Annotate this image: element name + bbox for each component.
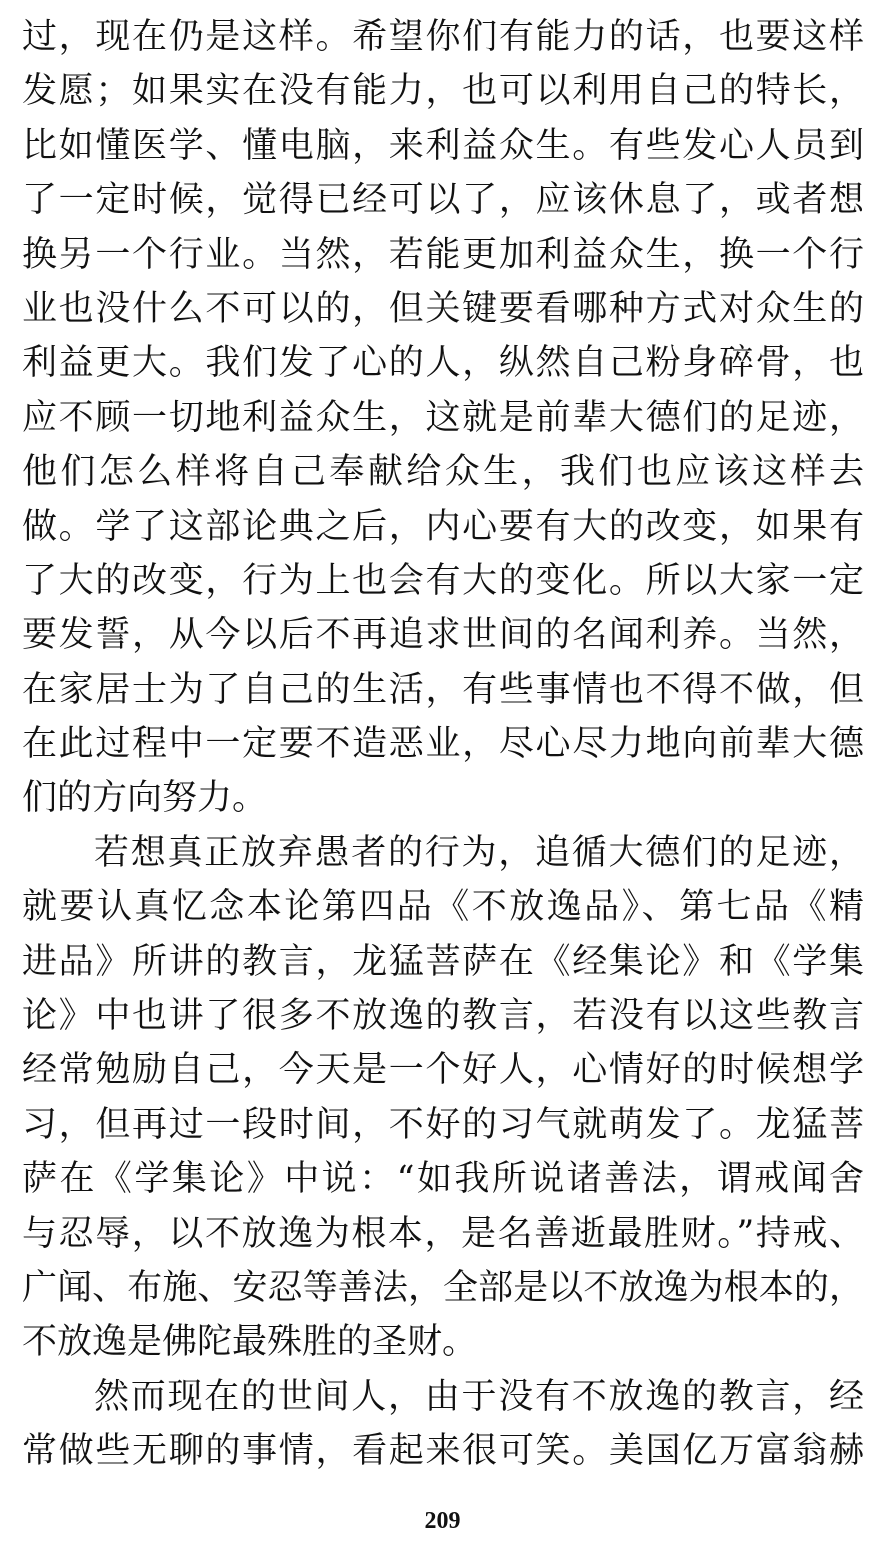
text-line: 换另一个行业。当然，若能更加利益众生，换一个行 xyxy=(22,234,864,275)
text-line: 与忍辱，以不放逸为根本，是名善逝最胜财。”持戒、 xyxy=(22,1213,864,1254)
text-line: 进品》所讲的教言，龙猛菩萨在《经集论》和《学集 xyxy=(22,941,864,982)
paragraph-2 xyxy=(22,826,864,1370)
text-line: 广闻、布施、安忍等善法，全部是以不放逸为根本的， xyxy=(22,1267,864,1308)
text-line: 了一定时候，觉得已经可以了，应该休息了，或者想 xyxy=(22,180,864,221)
text-line: 做。学了这部论典之后，内心要有大的改变，如果有 xyxy=(22,506,864,547)
text-line: 在此过程中一定要不造恶业，尽心尽力地向前辈大德 xyxy=(22,724,864,765)
text-line: 论》中也讲了很多不放逸的教言，若没有以这些教言 xyxy=(22,996,864,1037)
text-line: 他们怎么样将自己奉献给众生，我们也应该这样去 xyxy=(22,452,864,493)
text-line: 利益更大。我们发了心的人，纵然自己粉身碎骨，也 xyxy=(22,343,864,384)
paragraph-3 xyxy=(22,1370,864,1479)
text-line: 业也没什么不可以的，但关键要看哪种方式对众生的 xyxy=(22,288,864,329)
text-line: 然而现在的世间人，由于没有不放逸的教言，经 xyxy=(94,1376,864,1417)
page-number: 209 xyxy=(424,1508,461,1534)
text-line: 萨在《学集论》中说：“如我所说诸善法，谓戒闻舍 xyxy=(22,1159,864,1200)
text-line: 经常勉励自己，今天是一个好人，心情好的时候想学 xyxy=(22,1050,864,1091)
text-line: 了大的改变，行为上也会有大的变化。所以大家一定 xyxy=(22,560,864,601)
text-line: 不放逸是佛陀最殊胜的圣财。 xyxy=(22,1322,478,1363)
book-page-body xyxy=(22,10,864,1479)
text-line: 常做些无聊的事情，看起来很可笑。美国亿万富翁赫 xyxy=(22,1431,864,1472)
text-line: 在家居士为了自己的生活，有些事情也不得不做，但 xyxy=(22,669,864,710)
text-line: 就要认真忆念本论第四品《不放逸品》、第七品《精 xyxy=(22,887,864,928)
text-line: 要发誓，从今以后不再追求世间的名闻利养。当然， xyxy=(22,615,864,656)
text-line: 发愿；如果实在没有能力，也可以利用自己的特长， xyxy=(22,71,864,112)
text-line: 比如懂医学、懂电脑，来利益众生。有些发心人员到 xyxy=(22,125,864,166)
text-line: 过，现在仍是这样。希望你们有能力的话，也要这样 xyxy=(22,17,864,57)
text-line: 们的方向努力。 xyxy=(22,778,268,819)
text-line: 应不顾一切地利益众生，这就是前辈大德们的足迹， xyxy=(22,397,864,438)
text-line: 习，但再过一段时间，不好的习气就萌发了。龙猛菩 xyxy=(22,1104,864,1145)
text-line: 若想真正放弃愚者的行为，追循大德们的足迹， xyxy=(94,832,864,873)
paragraph-1 xyxy=(22,10,864,826)
